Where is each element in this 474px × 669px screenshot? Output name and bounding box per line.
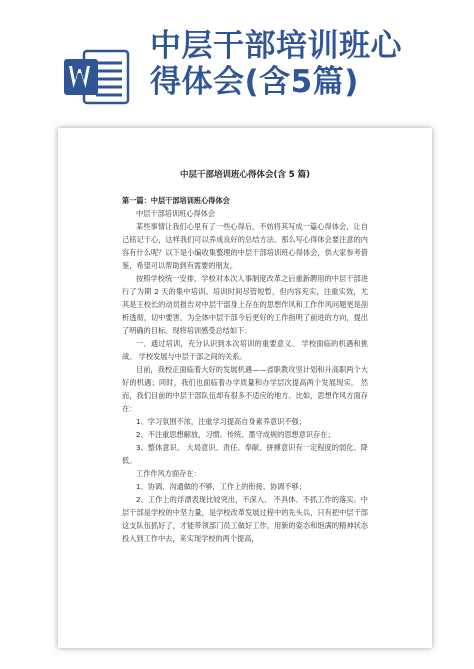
paragraph: 1、协调、沟通做的不够，工作上的衔接、协调不够； xyxy=(136,482,306,491)
paragraph: 中层干部培训班心得体会 xyxy=(136,209,216,218)
document-title: 中层干部培训班心得体会(含 5 篇) xyxy=(179,170,311,180)
page-fade xyxy=(58,608,432,648)
paragraph: 一、通过培训，充分认识到本次培训的重要意义、 学校面临的机遇和挑战、 学校发展与中层干部之间的关系。 xyxy=(122,339,368,361)
paragraph-list xyxy=(122,194,368,545)
document-page xyxy=(58,128,432,648)
document-heading xyxy=(150,28,470,100)
word-icon xyxy=(62,45,130,109)
document-body xyxy=(122,168,368,545)
heading-line-1: 中层干部培训班心 xyxy=(150,28,402,64)
paragraph: 1、学习氛围不浓，注重学习提高自身素养意识不强； xyxy=(136,417,306,426)
paragraph: 3、整体意识、 大局意识、责任、奉献、拼搏意识有一定程度的弱化、降低。 xyxy=(122,443,368,465)
paragraph: 2、工作上的浮漂表现比较突出，不深入、 不具体、不抓工作的落实。中层干部是学校的中坚力量，是学校改革发展过程中的先头兵，只有把中层干部这支队伍抓好了，才能带领部门员工做好工作，用新的姿态和饱满的精神状态投入到工作中去，来实现学校的两个提高， xyxy=(122,495,368,543)
paragraph: 第一篇：中层干部培训班心得体会 xyxy=(122,196,230,205)
paragraph: 某些事情让我们心里有了一些心得后，不妨将其写成一篇心得体会，让自己铭记于心，这样我们可以养成良好的总结方法。那么写心得体会要注意的内容有什么呢？以下是小编收集整理的中层干部培训班心得体会，供大家参考借鉴，希望可以帮助到有需要的朋友。 xyxy=(122,222,368,270)
paragraph: 目前，我校正面临着大好的发展机遇——省职教攻坚计划和升高职两个大好的机遇；同时，我们也面临着办学质量和办学层次提高两个发展现实。 然而，我们目前的中层干部队伍却有很多不适应的地方。比如，思想作风方面存在： xyxy=(122,365,368,413)
paragraph: 按照学校统一安排，学校对本次人事制度改革之后重新聘用的中层干部进行了为期 2 天的集中培训。培训时间尽管短暂，但内容充实，注重实效，尤其是王校长的动员报告对中层干部身上存在的思想作风和工作作风问题更是剖析透彻，切中要害，为全体中层干部今后更好的工作指明了前进的方向，提出了明确的目标。现将培训感受总结如下： xyxy=(122,274,368,335)
heading-line-2: 得体会(含5篇) xyxy=(150,64,359,100)
paragraph: 2、不注重思想解放，习惯、传统、墨守成规的思想意识存在； xyxy=(136,430,335,439)
header-banner xyxy=(0,0,474,118)
paragraph: 工作作风方面存在： xyxy=(136,469,201,478)
